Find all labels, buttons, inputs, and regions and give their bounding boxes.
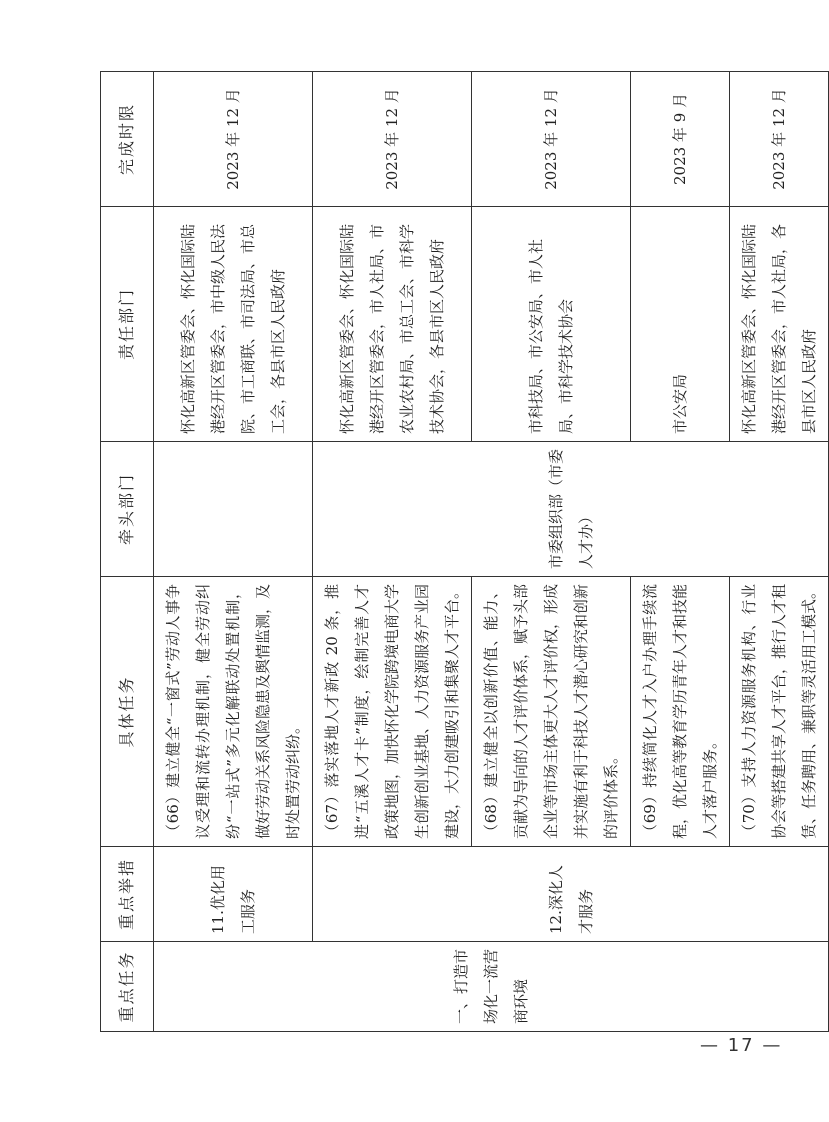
header-deadline: 完成时限 <box>101 72 154 207</box>
header-measure: 重点举措 <box>101 847 154 942</box>
task-cell: （70）支持人力资源服务机构、行业协会等搭建共享人才平台，推行人才租赁、任务聘用、兼职等灵活用工模式。 <box>730 577 829 847</box>
task-cell: （69）持续简化人才入户办理手续流程，优化高等教育学历青年人才和技能人才落户服务。 <box>631 577 730 847</box>
rotated-page-content <box>100 72 818 1032</box>
measure-cell: 12.深化人才服务 <box>313 847 829 942</box>
responsible-cell: 怀化高新区管委会、怀化国际陆港经开区管委会，市人社局，各县市区人民政府 <box>730 207 829 442</box>
deadline-cell: 2023 年 12 月 <box>730 72 829 207</box>
page-number: — 17 — <box>700 1035 783 1056</box>
table-row <box>154 72 313 1032</box>
measure-cell: 11.优化用工服务 <box>154 847 313 942</box>
responsible-cell: 怀化高新区管委会、怀化国际陆港经开区管委会，市人社局、市农业农村局、市总工会、市科学技术协会，各县市区人民政府 <box>313 207 472 442</box>
header-row <box>101 72 154 1032</box>
header-goal: 重点任务 <box>101 942 154 1032</box>
responsible-cell: 市公安局 <box>631 207 730 442</box>
table-row <box>313 72 472 1032</box>
task-cell: （66）建立健全“一窗式”劳动人事争议受理和流转办理机制，健全劳动纠纷“一站式”多元化解联动处置机制，做好劳动关系风险隐患及舆情监测，及时处置劳动纠纷。 <box>154 577 313 847</box>
header-lead: 牵头部门 <box>101 442 154 577</box>
goal-cell: 一、打造市场化一流营商环境 <box>154 942 829 1032</box>
task-table <box>100 71 829 1032</box>
deadline-cell: 2023 年 12 月 <box>472 72 631 207</box>
lead-cell-empty <box>154 442 313 577</box>
deadline-cell: 2023 年 12 月 <box>154 72 313 207</box>
task-cell: （67）落实落地人才新政 20 条，推进“五溪人才卡”制度，绘制完善人才政策地图，加快怀化学院跨境电商大学生创新创业基地、人力资源服务产业园建设，大力创建吸引和集聚人才平台。 <box>313 577 472 847</box>
responsible-cell: 市科技局、市公安局、市人社局、市科学技术协会 <box>472 207 631 442</box>
task-cell: （68）建立健全以创新价值、能力、贡献为导向的人才评价体系，赋予头部企业等市场主体更大人才评价权，形成并实施有利于科技人才潜心研究和创新的评价体系。 <box>472 577 631 847</box>
deadline-cell: 2023 年 12 月 <box>313 72 472 207</box>
header-task: 具体任务 <box>101 577 154 847</box>
header-responsible: 责任部门 <box>101 207 154 442</box>
responsible-cell: 怀化高新区管委会、怀化国际陆港经开区管委会，市中级人民法院、市工商联、市司法局、市总工会，各县市区人民政府 <box>154 207 313 442</box>
deadline-cell: 2023 年 9 月 <box>631 72 730 207</box>
lead-cell: 市委组织部（市委人才办） <box>313 442 829 577</box>
